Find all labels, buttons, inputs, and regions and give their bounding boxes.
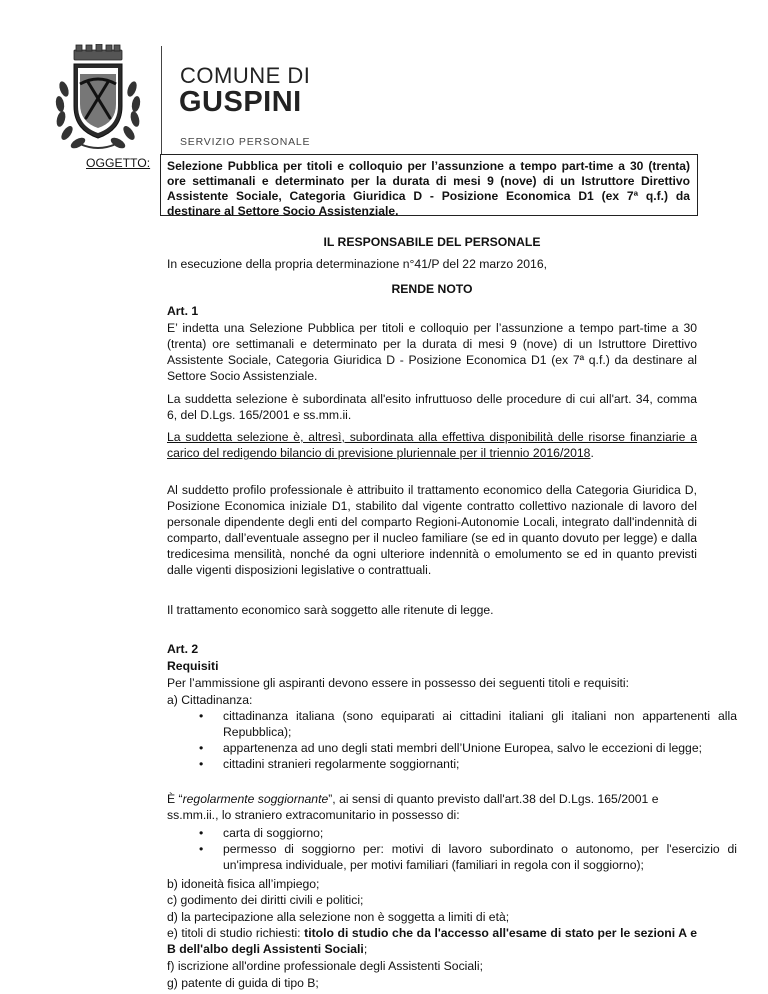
list-item: • cittadinanza italiana (sono equiparati ai cittadini italiani gli italiani non appartenenti alla Repubblica); — [207, 708, 737, 740]
req-c: c) godimento dei diritti civili e politici; — [167, 893, 364, 907]
req-g: g) patente di guida di tipo B; — [167, 976, 319, 990]
req-a: a) Cittadinanza: — [167, 693, 253, 707]
municipal-crest-icon — [50, 44, 146, 154]
art1-paragraph-5: Il trattamento economico sarà soggetto alle ritenute di legge. — [167, 603, 494, 617]
regolarmente-paragraph: È “regolarmente soggiornante”, ai sensi di quanto previsto dall'art.38 del D.Lgs. 165/2001 e ss.mm.ii., lo straniero extracomunitario in possesso di: — [167, 792, 659, 822]
req-b: b) idoneità fisica all’impiego; — [167, 877, 320, 891]
art1-paragraph-3-underlined: La suddetta selezione è, altresì, subordinata alla effettiva disponibilità delle risorse finanziarie a carico del redigendo bilancio di previsione pluriennale per il triennio 2016/2018 — [167, 430, 697, 460]
art1-heading: Art. 1 — [167, 304, 199, 318]
subject-text: Selezione Pubblica per titoli e colloquio per l’assunzione a tempo part-time a 30 (trentа) ore settimanali e determinato per la durata di mesi 9 (nove) di un Istruttore Direttivo Assistente Sociale, Categoria Giuridica D - Posizione Economica D1 (ex 7ª q.f.) da destinare al Settore Socio Assistenziale. — [167, 159, 690, 218]
regolarmente-emphasis: regolarmente soggiornante — [182, 792, 329, 806]
heading-responsabile: IL RESPONSABILE DEL PERSONALE — [323, 235, 541, 249]
req-d: d) la partecipazione alla selezione non è soggetta a limiti di età; — [167, 910, 510, 924]
list-item: • appartenenza ad uno degli stati membri dell’Unione Europea, salvo le eccezioni di legge; — [207, 740, 737, 756]
req-e-bold: titolo di studio che da l'accesso all'esame di stato per le sezioni A e B dell'albo degli Assistenti Sociali — [167, 926, 697, 956]
municipality-name: GUSPINI — [179, 86, 302, 118]
art1-paragraph-1: E’ indetta una Selezione Pubblica per titoli e colloquio per l’assunzione a tempo part-time a 30 (trenta) ore settimanali e determinato per la durata di mesi 9 (nove) di un Istruttore Direttivo Assistente Sociale, Categoria Giuridica D - Posizione Economica D1 (ex 7ª q.f.) da destinare al Settore Socio Assistenziale. — [167, 321, 697, 383]
art1-paragraph-3: La suddetta selezione è, altresì, subordinata alla effettiva disponibilità delle risorse finanziarie a carico del redigendo bilancio di previsione pluriennale per il triennio 2016/2018. — [167, 430, 697, 460]
req-a-list — [167, 708, 737, 772]
municipality-line1: COMUNE DI — [180, 63, 311, 88]
art2-intro: Per l’ammissione gli aspiranti devono essere in possesso dei seguenti titoli e requisiti: — [167, 676, 630, 690]
rende-noto: RENDE NOTO — [391, 282, 473, 296]
art2-heading: Art. 2 — [167, 642, 199, 656]
header-divider — [161, 46, 162, 154]
subject-label: OGGETTO: — [86, 156, 151, 170]
reg-list — [167, 825, 737, 873]
list-item: • cittadini stranieri regolarmente soggiornanti; — [207, 756, 737, 772]
list-item: • permesso di soggiorno per: motivi di lavoro subordinato o autonomo, per l'esercizio di un'impresa individuale, per motivi familiari (familiari in regola con il soggiorno); — [207, 841, 737, 873]
art1-paragraph-2: La suddetta selezione è subordinata all'esito infruttuoso delle procedure di cui all'art. 34, comma 6, del D.Lgs. 165/2001 e ss.mm.ii. — [167, 392, 697, 422]
service-name: SERVIZIO PERSONALE — [180, 136, 311, 148]
subject-box — [160, 154, 698, 216]
intro-text: In esecuzione della propria determinazione n°41/P del 22 marzo 2016, — [167, 257, 547, 271]
art1-paragraph-4: Al suddetto profilo professionale è attribuito il trattamento economico della Categoria Giuridica D, Posizione Economica iniziale D1, stabilito dal vigente contratto collettivo nazionale di lavoro del personale dipendente degli enti del comparto Regioni-Autonomie Locali, integrato dall'indennità di comparto, dall’eventuale assegno per il nucleo familiare (se ed in quanto dovuto per legge) e dalla tredicesima mensilità, nonché da ogni ulteriore indennità o emolumento se ed in quanto previsti dalle vigenti disposizioni legislative o contrattuali. — [167, 483, 697, 577]
req-e: e) titoli di studio richiesti: titolo di studio che da l'accesso all'esame di stato per le sezioni A e B dell'albo degli Assistenti Sociali; — [167, 926, 697, 956]
req-f: f) iscrizione all'ordine professionale degli Assistenti Sociali; — [167, 959, 483, 973]
art2-title: Requisiti — [167, 659, 219, 673]
list-item: • carta di soggiorno; — [207, 825, 737, 841]
